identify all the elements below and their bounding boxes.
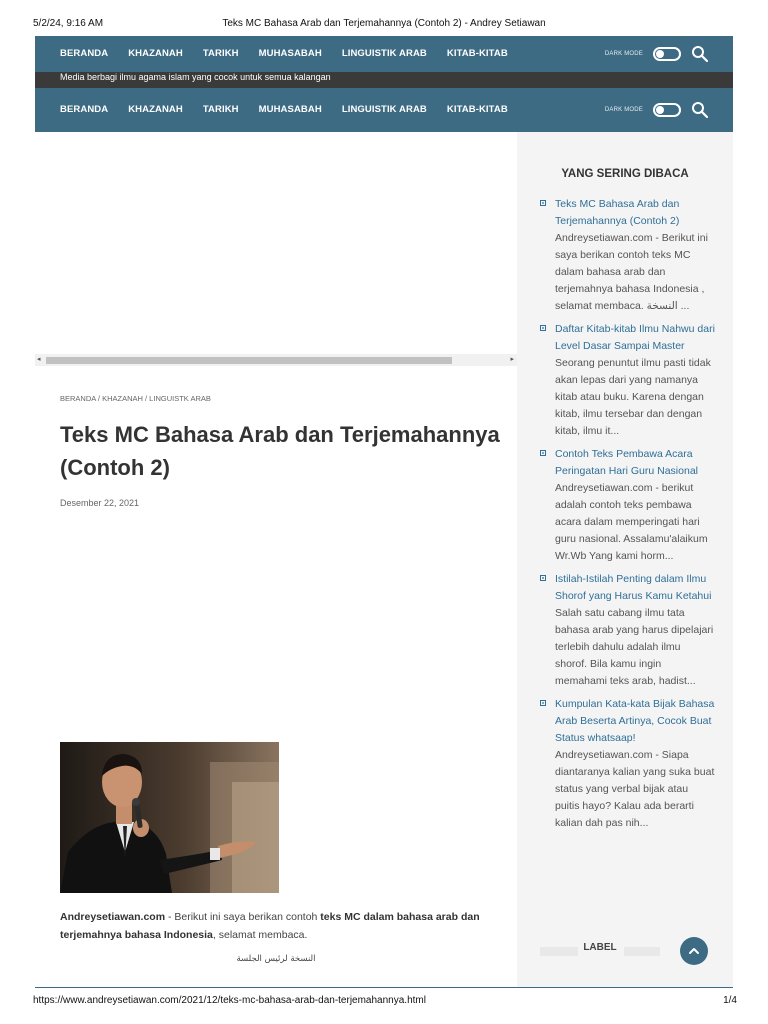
- label-heading: LABEL: [583, 942, 617, 953]
- popular-posts-list: [540, 196, 715, 838]
- popular-post-snippet: Andreysetiawan.com - Berikut ini saya berikan contoh teks MC dalam bahasa arab dan terjemahnya bahasa Indonesia , selamat membaca. النسخة ...: [555, 232, 708, 312]
- post-title: Teks MC Bahasa Arab dan Terjemahannya (Contoh 2): [60, 422, 500, 480]
- main-menu: [60, 48, 528, 59]
- nav-tools: [605, 45, 709, 63]
- popular-post-link[interactable]: Istilah-Istilah Penting dalam Ilmu Shorof yang Harus Kamu Ketahui: [555, 573, 712, 602]
- print-document-title: Teks MC Bahasa Arab dan Terjemahannya (Contoh 2) - Andrey Setiawan: [222, 18, 546, 29]
- print-url: https://www.andreysetiawan.com/2021/12/teks-mc-bahasa-arab-dan-terjemahannya.html: [33, 995, 426, 1006]
- sidebar: [517, 132, 733, 987]
- list-item: [540, 696, 715, 832]
- arabic-subheading: النسخة لرئيس الجلسة: [236, 954, 316, 964]
- print-timestamp: 5/2/24, 9:16 AM: [33, 18, 104, 29]
- list-item: [540, 196, 715, 315]
- chevron-up-icon: [688, 946, 700, 956]
- top-navigation-bar: [35, 36, 733, 72]
- nav-item-linguistik-arab[interactable]: LINGUISTIK ARAB: [341, 48, 427, 59]
- nav-item-beranda[interactable]: BERANDA: [60, 48, 109, 59]
- bullet-icon: [540, 200, 546, 206]
- popular-post-snippet: Salah satu cabang ilmu tata bahasa arab yang harus dipelajari terlebih dahulu adalah ilmu shorof. Bila kamu ingin memahami teks arab, hadist...: [555, 607, 714, 687]
- post-date: Desember 22, 2021: [60, 498, 140, 508]
- intro-text-end: , selamat membaca.: [212, 929, 308, 941]
- print-header: [0, 0, 768, 36]
- nav-item-muhasabah[interactable]: MUHASABAH: [258, 48, 322, 59]
- post-intro: [60, 908, 500, 944]
- nav-item-khazanah[interactable]: KHAZANAH: [128, 48, 183, 59]
- toggle-knob: [656, 106, 664, 114]
- intro-text-start: - Berikut ini saya berikan contoh: [165, 911, 321, 923]
- list-item: [540, 571, 715, 690]
- breadcrumb[interactable]: BERANDA / KHAZANAH / LINGUISTK ARAB: [60, 394, 211, 403]
- bullet-icon: [540, 325, 546, 331]
- back-to-top-button[interactable]: [680, 937, 708, 965]
- sticky-dark-mode-label: DARK MODE: [604, 107, 643, 113]
- intro-site-name: Andreysetiawan.com: [60, 911, 166, 923]
- scrollbar-thumb[interactable]: [46, 357, 452, 364]
- post-featured-image: [60, 742, 279, 893]
- print-page-number: 1/4: [723, 995, 737, 1006]
- sticky-nav-item-beranda[interactable]: BERANDA: [60, 104, 109, 115]
- label-widget: [540, 942, 660, 956]
- dark-mode-label: DARK MODE: [604, 51, 643, 57]
- sticky-navigation-bar: [35, 88, 733, 132]
- sticky-nav-item-khazanah[interactable]: KHAZANAH: [128, 104, 183, 115]
- scroll-left-icon[interactable]: ◂: [37, 356, 41, 363]
- sticky-menu: [60, 104, 528, 115]
- nav-item-kitab-kitab[interactable]: KITAB-KITAB: [446, 48, 508, 59]
- scroll-right-icon[interactable]: ▸: [510, 356, 514, 363]
- sticky-nav-item-linguistik-arab[interactable]: LINGUISTIK ARAB: [341, 104, 427, 115]
- bullet-icon: [540, 450, 546, 456]
- sticky-nav-item-tarikh[interactable]: TARIKH: [202, 104, 239, 115]
- toggle-knob: [656, 50, 664, 58]
- horizontal-scrollbar[interactable]: [35, 354, 517, 366]
- search-icon[interactable]: [691, 101, 709, 119]
- popular-post-snippet: Andreysetiawan.com - Siapa diantaranya kalian yang suka buat status yang verbal bijak atau puitis hayo? Kalau ada berarti kalian dah pas nih...: [555, 749, 715, 829]
- popular-post-link[interactable]: Kumpulan Kata-kata Bijak Bahasa Arab Beserta Artinya, Cocok Buat Status whatsaap!: [555, 698, 715, 744]
- list-item: [540, 446, 715, 565]
- popular-post-snippet: Seorang penuntut ilmu pasti tidak akan lepas dari yang namanya kitab atau buku. Karena dengan kitab, ilmu tersebar dan dengan kitab, ilmu it...: [555, 357, 711, 437]
- sticky-nav-tools: [605, 101, 709, 119]
- popular-posts-heading: YANG SERING DIBACA: [561, 168, 689, 180]
- bullet-icon: [540, 575, 546, 581]
- speaker-photo: [60, 742, 279, 893]
- sticky-nav-item-muhasabah[interactable]: MUHASABAH: [258, 104, 322, 115]
- sticky-nav-item-kitab-kitab[interactable]: KITAB-KITAB: [446, 104, 508, 115]
- nav-item-tarikh[interactable]: TARIKH: [202, 48, 239, 59]
- list-item: [540, 321, 715, 440]
- print-footer: [0, 988, 768, 1024]
- popular-post-snippet: Andreysetiawan.com - berikut adalah contoh teks pembawa acara dalam memperingati hari guru nasional. Assalamu'alaikum Wr.Wb Yang kami horm...: [555, 482, 708, 562]
- popular-post-link[interactable]: Daftar Kitab-kitab Ilmu Nahwu dari Level Dasar Sampai Master: [555, 323, 715, 352]
- main-content: [35, 132, 517, 987]
- popular-post-link[interactable]: Teks MC Bahasa Arab dan Terjemahannya (Contoh 2): [555, 198, 680, 227]
- popular-post-link[interactable]: Contoh Teks Pembawa Acara Peringatan Hari Guru Nasional: [555, 448, 698, 477]
- ad-placeholder: [35, 132, 517, 350]
- site-tagline: Media berbagi ilmu agama islam yang cocok untuk semua kalangan: [35, 72, 733, 88]
- intro-bold-text: teks MC dalam bahasa arab dan terjemahnya bahasa Indonesia: [60, 911, 480, 941]
- dark-mode-toggle[interactable]: [653, 47, 681, 61]
- bullet-icon: [540, 700, 546, 706]
- search-icon[interactable]: [691, 45, 709, 63]
- sticky-dark-mode-toggle[interactable]: [653, 103, 681, 117]
